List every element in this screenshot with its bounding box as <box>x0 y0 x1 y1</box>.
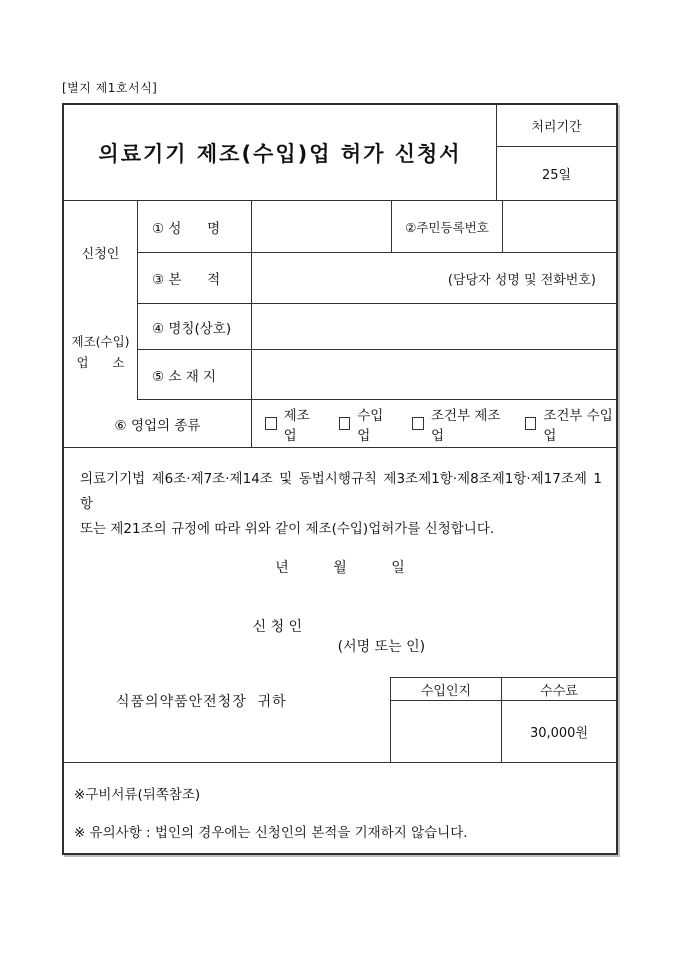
processing-period-column <box>496 105 616 200</box>
form-code-label: [별지 제1호서식] <box>62 81 158 95</box>
checkbox-conditional-import-label: 조건부 수입업 <box>543 407 613 444</box>
title-row <box>64 105 616 201</box>
application-form-table <box>62 103 618 855</box>
checkbox-conditional-manufacturing[interactable] <box>412 404 503 444</box>
business-group-label-line2: 업 소 <box>76 355 125 370</box>
domicile-input-cell[interactable] <box>252 253 616 303</box>
domicile-label: ③ 본 적 <box>138 253 252 303</box>
contact-person-note: (담당자 성명 및 전화번호) <box>447 272 596 288</box>
business-name-input-cell[interactable] <box>252 304 616 349</box>
business-type-label: ⑥ 영업의 종류 <box>64 400 252 447</box>
revenue-stamp-cell[interactable] <box>391 701 502 762</box>
checkbox-manufacturing[interactable] <box>265 404 318 444</box>
checkbox-icon <box>525 417 537 430</box>
form-title: 의료기기 제조(수입)업 허가 신청서 <box>98 141 462 166</box>
business-type-options <box>252 400 616 447</box>
declaration-paragraph <box>80 467 602 542</box>
business-group-label <box>64 304 138 400</box>
fee-header: 수수료 <box>540 683 578 699</box>
rrn-input-cell[interactable] <box>503 201 616 252</box>
checkbox-icon <box>412 417 424 430</box>
business-group <box>64 304 616 400</box>
processing-period-value: 25일 <box>541 168 572 183</box>
checkbox-conditional-manufacturing-label: 조건부 제조업 <box>431 407 501 444</box>
checkbox-conditional-import[interactable] <box>525 404 616 444</box>
required-documents-note: ※구비서류(뒤쪽참조) <box>74 787 201 803</box>
caution-note: ※ 유의사항 : 법인의 경우에는 신청인의 본적을 기재하지 않습니다. <box>74 825 468 841</box>
business-name-label: ④ 명칭(상호) <box>138 304 252 349</box>
applicant-name-label: ① 성 명 <box>138 201 252 252</box>
business-group-label-line1: 제조(수입) <box>71 333 130 349</box>
processing-period-header: 처리기간 <box>497 105 616 147</box>
checkbox-import[interactable] <box>339 404 392 444</box>
fee-amount: 30,000원 <box>529 726 589 741</box>
business-type-row <box>64 400 616 448</box>
rrn-label: ②주민등록번호 <box>392 201 503 252</box>
checkbox-import-label: 수입업 <box>357 407 384 444</box>
recipient-line: 식품의약품안전청장 귀하 <box>116 694 287 710</box>
signature-line <box>217 600 425 672</box>
business-address-input-cell[interactable] <box>252 350 616 399</box>
revenue-stamp-header: 수입인지 <box>391 678 502 700</box>
checkbox-icon <box>339 417 351 430</box>
declaration-section <box>64 448 616 763</box>
applicant-name-input-cell[interactable] <box>252 201 392 252</box>
notes-section <box>64 763 616 853</box>
signature-or-seal-note: (서명 또는 인) <box>337 639 426 655</box>
fee-table <box>390 677 616 762</box>
declaration-line2: 또는 제21조의 규정에 따라 위와 같이 제조(수입)업허가를 신청합니다. <box>80 521 495 537</box>
declaration-line1: 의료기기법 제6조·제7조·제14조 및 동법시행규칙 제3조제1항·제8조제1항·제17조제 1항 <box>80 471 602 512</box>
business-address-label: ⑤ 소 재 지 <box>138 350 252 399</box>
applicant-group-label: 신청인 <box>64 201 138 304</box>
checkbox-icon <box>265 417 277 430</box>
applicant-group <box>64 201 616 304</box>
applicant-signature-label: 신 청 인 <box>252 619 303 635</box>
date-line: 년 월 일 <box>275 560 405 576</box>
checkbox-manufacturing-label: 제조업 <box>283 407 310 444</box>
